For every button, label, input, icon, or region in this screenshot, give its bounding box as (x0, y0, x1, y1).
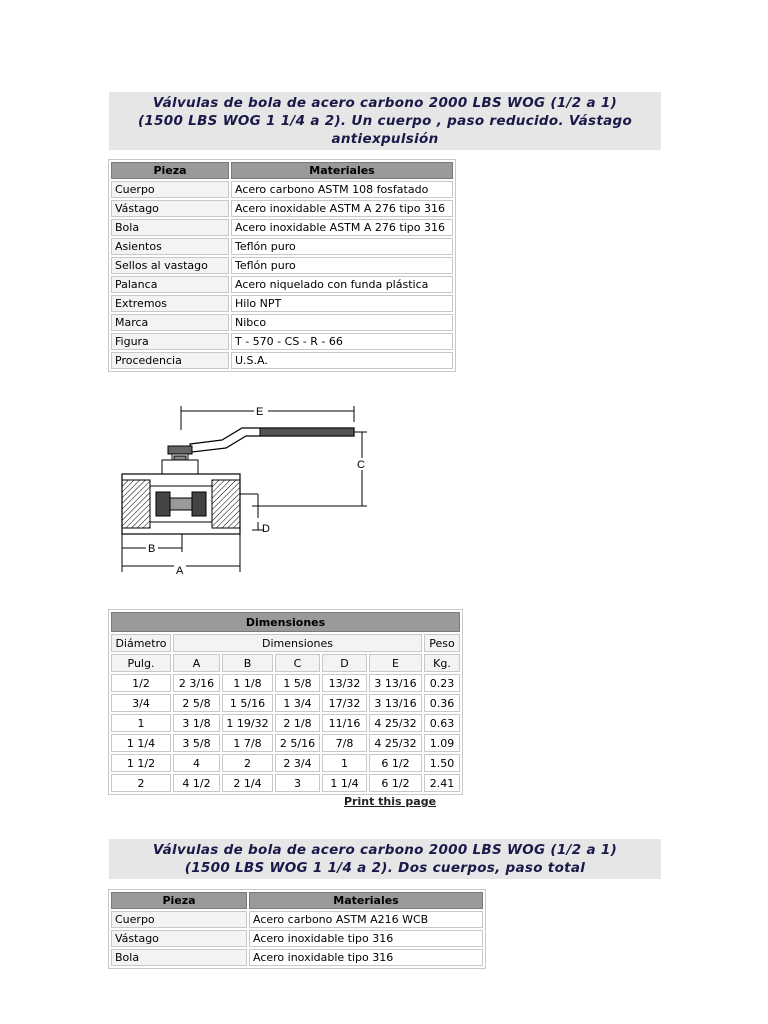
section2-title-line-1: Válvulas de bola de acero carbono 2000 LBS WOG (1/2 a 1) (152, 842, 618, 858)
sub-header-row (111, 654, 460, 672)
header-b: B (222, 654, 273, 672)
material-cell: Acero carbono ASTM 108 fosfatado (231, 181, 453, 198)
table-row (111, 930, 483, 947)
cell: 0.23 (424, 674, 460, 692)
pieza-cell: Cuerpo (111, 181, 229, 198)
pieza-cell: Extremos (111, 295, 229, 312)
materials-table-1 (108, 159, 456, 372)
label-d: D (262, 523, 270, 535)
label-e: E (256, 406, 264, 418)
label-a: A (176, 565, 184, 577)
header-pulg: Pulg. (111, 654, 171, 672)
materials-table-2 (108, 889, 486, 969)
cell: 1 (322, 754, 367, 772)
header-dimensiones: Dimensiones (173, 634, 422, 652)
header-pieza: Pieza (111, 892, 247, 909)
cell: 1/2 (111, 674, 171, 692)
table-row (111, 295, 453, 312)
header-materiales: Materiales (249, 892, 483, 909)
cell: 2 3/4 (275, 754, 320, 772)
header-a: A (173, 654, 220, 672)
material-cell: T - 570 - CS - R - 66 (231, 333, 453, 350)
material-cell: U.S.A. (231, 352, 453, 369)
header-d: D (322, 654, 367, 672)
table-header-row (111, 162, 453, 179)
table-row (111, 774, 460, 792)
cell: 4 1/2 (173, 774, 220, 792)
table-row (111, 276, 453, 293)
section1-title-line-2: (1500 LBS WOG 1 1/4 a 2). Un cuerpo , paso reducido. Vástago (137, 113, 633, 129)
cell: 13/32 (322, 674, 367, 692)
pieza-cell: Bola (111, 949, 247, 966)
table-row (111, 333, 453, 350)
table-row (111, 257, 453, 274)
cell: 6 1/2 (369, 774, 422, 792)
table-row (111, 219, 453, 236)
table-row (111, 674, 460, 692)
header-e: E (369, 654, 422, 672)
table-title-row (111, 612, 460, 632)
cell: 2 (222, 754, 273, 772)
material-cell: Teflón puro (231, 257, 453, 274)
cell: 3 13/16 (369, 694, 422, 712)
cell: 1.09 (424, 734, 460, 752)
pieza-cell: Vástago (111, 200, 229, 217)
cell: 0.36 (424, 694, 460, 712)
table-row (111, 714, 460, 732)
section2-title (109, 839, 661, 879)
cell: 4 25/32 (369, 734, 422, 752)
valve-diagram (112, 400, 382, 580)
table-header-row (111, 892, 483, 909)
pieza-cell: Marca (111, 314, 229, 331)
material-cell: Acero inoxidable tipo 316 (249, 930, 483, 947)
table-row (111, 314, 453, 331)
cell: 2.41 (424, 774, 460, 792)
section1-title-line-1: Válvulas de bola de acero carbono 2000 LBS WOG (1/2 a 1) (152, 95, 618, 111)
table-row (111, 352, 453, 369)
cell: 2 5/8 (173, 694, 220, 712)
pieza-cell: Asientos (111, 238, 229, 255)
label-b: B (148, 543, 156, 555)
header-kg: Kg. (424, 654, 460, 672)
cell: 1 7/8 (222, 734, 273, 752)
material-cell: Acero carbono ASTM A216 WCB (249, 911, 483, 928)
cell: 1 3/4 (275, 694, 320, 712)
table-row (111, 734, 460, 752)
cell: 7/8 (322, 734, 367, 752)
material-cell: Acero inoxidable ASTM A 276 tipo 316 (231, 200, 453, 217)
cell: 1 1/4 (322, 774, 367, 792)
cell: 1.50 (424, 754, 460, 772)
pieza-cell: Palanca (111, 276, 229, 293)
pieza-cell: Procedencia (111, 352, 229, 369)
table-row (111, 694, 460, 712)
cell: 1 1/8 (222, 674, 273, 692)
header-materiales: Materiales (231, 162, 453, 179)
header-c: C (275, 654, 320, 672)
cell: 2 5/16 (275, 734, 320, 752)
pieza-cell: Vástago (111, 930, 247, 947)
pieza-cell: Figura (111, 333, 229, 350)
cell: 2 1/8 (275, 714, 320, 732)
cell: 1 (111, 714, 171, 732)
label-c: C (357, 459, 365, 471)
cell: 2 3/16 (173, 674, 220, 692)
table-row (111, 238, 453, 255)
pieza-cell: Bola (111, 219, 229, 236)
cell: 6 1/2 (369, 754, 422, 772)
material-cell: Acero inoxidable ASTM A 276 tipo 316 (231, 219, 453, 236)
print-page-link[interactable]: Print this page (344, 795, 437, 808)
valve-body (122, 474, 264, 534)
cell: 3 1/8 (173, 714, 220, 732)
table-row (111, 949, 483, 966)
header-peso: Peso (424, 634, 460, 652)
cell: 1 5/16 (222, 694, 273, 712)
table-row (111, 911, 483, 928)
material-cell: Nibco (231, 314, 453, 331)
table-row (111, 754, 460, 772)
cell: 1 1/2 (111, 754, 171, 772)
group-header-row (111, 634, 460, 652)
cell: 2 1/4 (222, 774, 273, 792)
cell: 2 (111, 774, 171, 792)
cell: 3 5/8 (173, 734, 220, 752)
valve-handle (190, 428, 354, 452)
cell: 3/4 (111, 694, 171, 712)
cell: 3 (275, 774, 320, 792)
pieza-cell: Sellos al vastago (111, 257, 229, 274)
table-row (111, 181, 453, 198)
section2-title-line-2: (1500 LBS WOG 1 1/4 a 2). Dos cuerpos, paso total (184, 860, 586, 876)
material-cell: Acero niquelado con funda plástica (231, 276, 453, 293)
material-cell: Acero inoxidable tipo 316 (249, 949, 483, 966)
cell: 1 5/8 (275, 674, 320, 692)
dimensions-table (108, 609, 463, 795)
cell: 1 1/4 (111, 734, 171, 752)
cell: 0.63 (424, 714, 460, 732)
cell: 11/16 (322, 714, 367, 732)
cell: 1 19/32 (222, 714, 273, 732)
table-row (111, 200, 453, 217)
cell: 4 (173, 754, 220, 772)
cell: 17/32 (322, 694, 367, 712)
header-diametro: Diámetro (111, 634, 171, 652)
dimensions-title: Dimensiones (111, 612, 460, 632)
section1-title (109, 92, 661, 150)
material-cell: Hilo NPT (231, 295, 453, 312)
material-cell: Teflón puro (231, 238, 453, 255)
section1-title-line-3: antiexpulsión (331, 131, 439, 147)
header-pieza: Pieza (111, 162, 229, 179)
cell: 4 25/32 (369, 714, 422, 732)
cell: 3 13/16 (369, 674, 422, 692)
pieza-cell: Cuerpo (111, 911, 247, 928)
